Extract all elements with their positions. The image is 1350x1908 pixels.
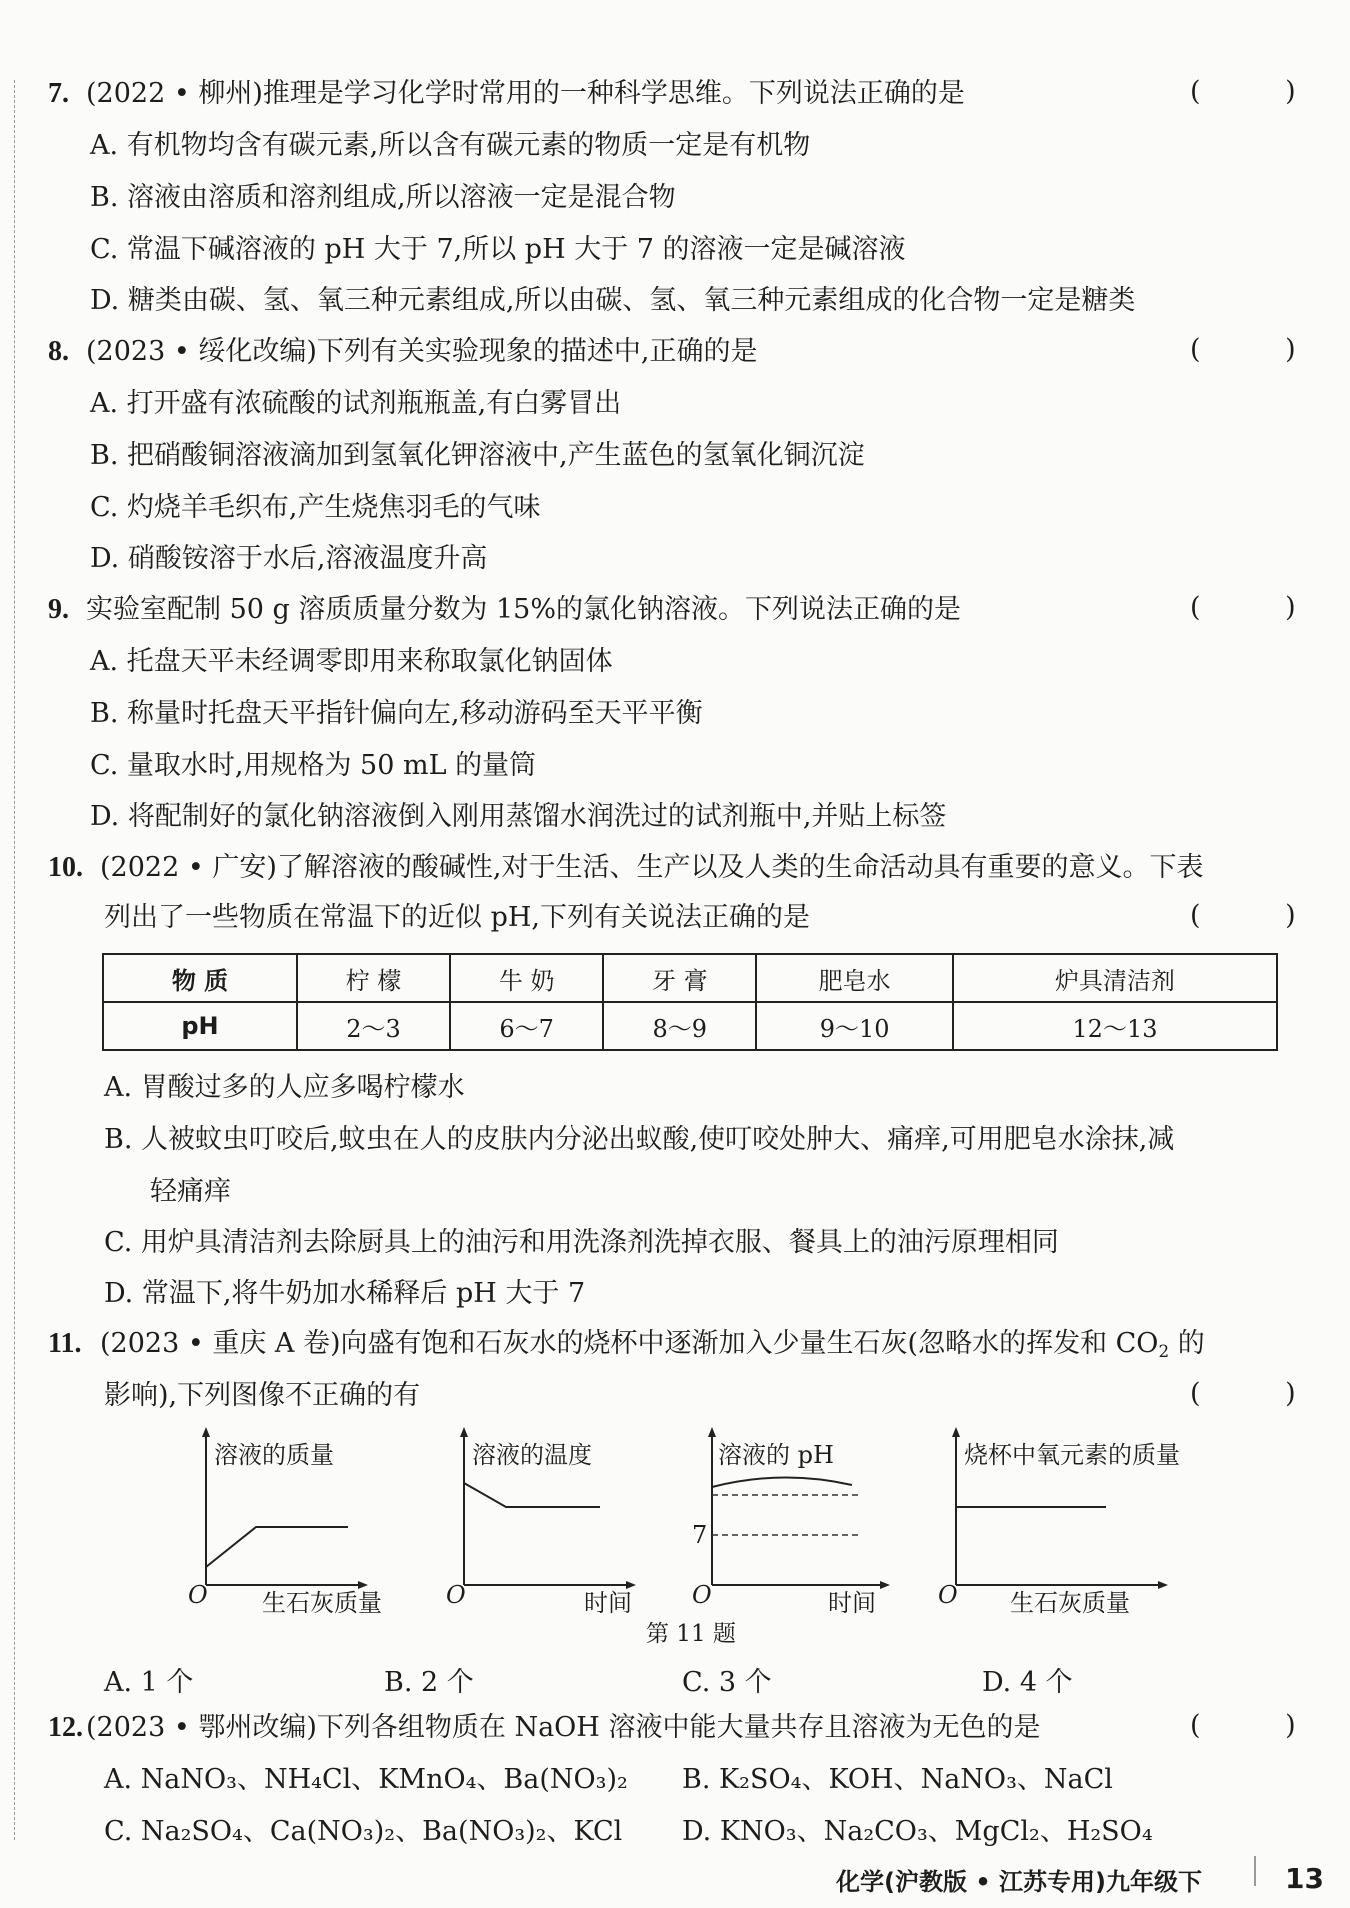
option-c: C. 量取水时,用规格为 50 mL 的量筒 bbox=[90, 750, 537, 781]
option-d: D. 糖类由碳、氢、氧三种元素组成,所以由碳、氢、氧三种元素组成的化合物一定是糖类 bbox=[90, 285, 1136, 316]
option-a: A. 托盘天平未经调零即用来称取氯化钠固体 bbox=[90, 646, 613, 677]
option-b: B. K₂SO₄、KOH、NaNO₃、NaCl bbox=[682, 1764, 1113, 1795]
table-cell: 12～13 bbox=[953, 1002, 1277, 1050]
question-stem: (2022 • 柳州)推理是学习化学时常用的一种科学思维。下列说法正确的是 bbox=[86, 78, 965, 109]
option-d: D. 常温下,将牛奶加水稀释后 pH 大于 7 bbox=[104, 1278, 586, 1309]
option-d: D. 4 个 bbox=[982, 1667, 1073, 1698]
table-cell: 6～7 bbox=[450, 1002, 603, 1050]
question-number: 7. bbox=[48, 78, 69, 109]
question-stem: (2023 • 鄂州改编)下列各组物质在 NaOH 溶液中能大量共存且溶液为无色的是 bbox=[86, 1712, 1041, 1743]
option-d: D. 硝酸铵溶于水后,溶液温度升高 bbox=[90, 543, 488, 574]
question-stem-line-1 bbox=[100, 1326, 1205, 1369]
footer-book-title: 化学(沪教版 • 江苏专用)九年级下 bbox=[836, 1868, 1202, 1896]
x-axis-label: 生石灰质量 bbox=[262, 1589, 382, 1617]
y-axis-arrow bbox=[708, 1427, 716, 1437]
option-c: C. 常温下碱溶液的 pH 大于 7,所以 pH 大于 7 的溶液一定是碱溶液 bbox=[90, 234, 906, 265]
table-row bbox=[103, 954, 1277, 1002]
margin-dashed-line bbox=[14, 80, 15, 1840]
option-a: A. 有机物均含有碳元素,所以含有碳元素的物质一定是有机物 bbox=[90, 130, 811, 161]
question-number: 11. bbox=[48, 1328, 82, 1359]
x-axis-arrow bbox=[880, 1581, 890, 1589]
x-axis-label: 时间 bbox=[828, 1589, 876, 1617]
origin-label: O bbox=[938, 1581, 958, 1609]
option-c: C. Na₂SO₄、Ca(NO₃)₂、Ba(NO₃)₂、KCl bbox=[104, 1816, 623, 1847]
y-axis-arrow bbox=[952, 1427, 960, 1437]
option-a: A. 打开盛有浓硫酸的试剂瓶瓶盖,有白雾冒出 bbox=[90, 388, 622, 419]
y-axis-arrow bbox=[202, 1427, 210, 1437]
figure-caption: 第 11 题 bbox=[646, 1621, 736, 1647]
option-a: A. 1 个 bbox=[104, 1667, 194, 1698]
option-d: D. 将配制好的氯化钠溶液倒入刚用蒸馏水润洗过的试剂瓶中,并贴上标签 bbox=[90, 801, 947, 832]
origin-label: O bbox=[188, 1581, 208, 1609]
stem-text: 的 bbox=[1169, 1328, 1205, 1359]
table-cell: 柠 檬 bbox=[297, 954, 450, 1002]
option-c: C. 3 个 bbox=[682, 1667, 772, 1698]
curve bbox=[712, 1477, 852, 1487]
question-stem-line-2: 影响),下列图像不正确的有 bbox=[104, 1380, 421, 1411]
footer-divider bbox=[1254, 1856, 1256, 1886]
option-b: B. 溶液由溶质和溶剂组成,所以溶液一定是混合物 bbox=[90, 182, 676, 213]
option-a: A. 胃酸过多的人应多喝柠檬水 bbox=[104, 1072, 465, 1103]
y-axis-label: 溶液的温度 bbox=[472, 1441, 592, 1469]
answer-parentheses: ( ) bbox=[1190, 900, 1334, 931]
answer-parentheses: ( ) bbox=[1190, 1710, 1334, 1741]
table-cell: 炉具清洁剂 bbox=[953, 954, 1277, 1002]
y-axis-arrow bbox=[460, 1427, 468, 1437]
origin-label: O bbox=[692, 1581, 712, 1609]
y-axis-label: 溶液的质量 bbox=[214, 1441, 334, 1469]
graph-oxygen-mass bbox=[930, 1425, 1180, 1617]
question-stem-line-1: (2022 • 广安)了解溶液的酸碱性,对于生活、生产以及人类的生命活动具有重要的意义。下表 bbox=[100, 852, 1204, 883]
curve bbox=[464, 1483, 600, 1507]
option-b: B. 称量时托盘天平指针偏向左,移动游码至天平平衡 bbox=[90, 698, 703, 729]
table-cell: 2～3 bbox=[297, 1002, 450, 1050]
question-number: 9. bbox=[48, 594, 69, 625]
option-b: B. 人被蚊虫叮咬后,蚊虫在人的皮肤内分泌出蚁酸,使叮咬处肿大、痛痒,可用肥皂水涂抹,减 bbox=[104, 1124, 1175, 1155]
table-row bbox=[103, 1002, 1277, 1050]
question-stem: (2023 • 绥化改编)下列有关实验现象的描述中,正确的是 bbox=[86, 336, 758, 367]
question-number: 10. bbox=[48, 852, 83, 883]
table-cell: 8～9 bbox=[603, 1002, 756, 1050]
answer-parentheses: ( ) bbox=[1190, 592, 1334, 623]
table-header-ph: pH bbox=[103, 1002, 297, 1050]
graph-solution-temperature bbox=[438, 1425, 638, 1615]
answer-parentheses: ( ) bbox=[1190, 76, 1334, 107]
option-c: C. 用炉具清洁剂去除厨具上的油污和用洗涤剂洗掉衣服、餐具上的油污原理相同 bbox=[104, 1227, 1059, 1258]
option-b: B. 把硝酸铜溶液滴加到氢氧化钾溶液中,产生蓝色的氢氧化铜沉淀 bbox=[90, 440, 865, 471]
tick-label-7: 7 bbox=[692, 1521, 708, 1549]
x-axis-arrow bbox=[1158, 1581, 1168, 1589]
graph-solution-ph bbox=[682, 1425, 892, 1615]
subscript: 2 bbox=[1158, 1341, 1170, 1362]
answer-parentheses: ( ) bbox=[1190, 1378, 1334, 1409]
y-axis-label: 烧杯中氧元素的质量 bbox=[964, 1441, 1180, 1469]
question-stem-line-2: 列出了一些物质在常温下的近似 pH,下列有关说法正确的是 bbox=[104, 902, 810, 933]
option-c: C. 灼烧羊毛织布,产生烧焦羽毛的气味 bbox=[90, 492, 541, 523]
table-header-substance: 物 质 bbox=[103, 954, 297, 1002]
table-cell: 9～10 bbox=[756, 1002, 953, 1050]
option-d: D. KNO₃、Na₂CO₃、MgCl₂、H₂SO₄ bbox=[682, 1816, 1153, 1847]
option-b-continued: 轻痛痒 bbox=[150, 1176, 231, 1207]
table-cell: 肥皂水 bbox=[756, 954, 953, 1002]
graph-solution-mass bbox=[180, 1425, 382, 1617]
option-a: A. NaNO₃、NH₄Cl、KMnO₄、Ba(NO₃)₂ bbox=[104, 1764, 628, 1795]
question-stem: 实验室配制 50 g 溶质质量分数为 15%的氯化钠溶液。下列说法正确的是 bbox=[86, 594, 961, 625]
x-axis-label: 生石灰质量 bbox=[1010, 1589, 1130, 1617]
option-b: B. 2 个 bbox=[384, 1667, 474, 1698]
stem-text: (2023 • 重庆 A 卷)向盛有饱和石灰水的烧杯中逐渐加入少量生石灰(忽略水的挥发和 CO bbox=[100, 1328, 1159, 1359]
x-axis-label: 时间 bbox=[584, 1589, 632, 1617]
origin-label: O bbox=[446, 1581, 466, 1609]
y-axis-label: 溶液的 pH bbox=[718, 1441, 834, 1469]
question-number: 8. bbox=[48, 336, 69, 367]
table-cell: 牙 膏 bbox=[603, 954, 756, 1002]
curve bbox=[206, 1527, 348, 1567]
page-number: 13 bbox=[1285, 1862, 1324, 1895]
table-cell: 牛 奶 bbox=[450, 954, 603, 1002]
ph-table bbox=[102, 953, 1278, 1051]
question-number: 12. bbox=[48, 1712, 83, 1743]
answer-parentheses: ( ) bbox=[1190, 334, 1334, 365]
